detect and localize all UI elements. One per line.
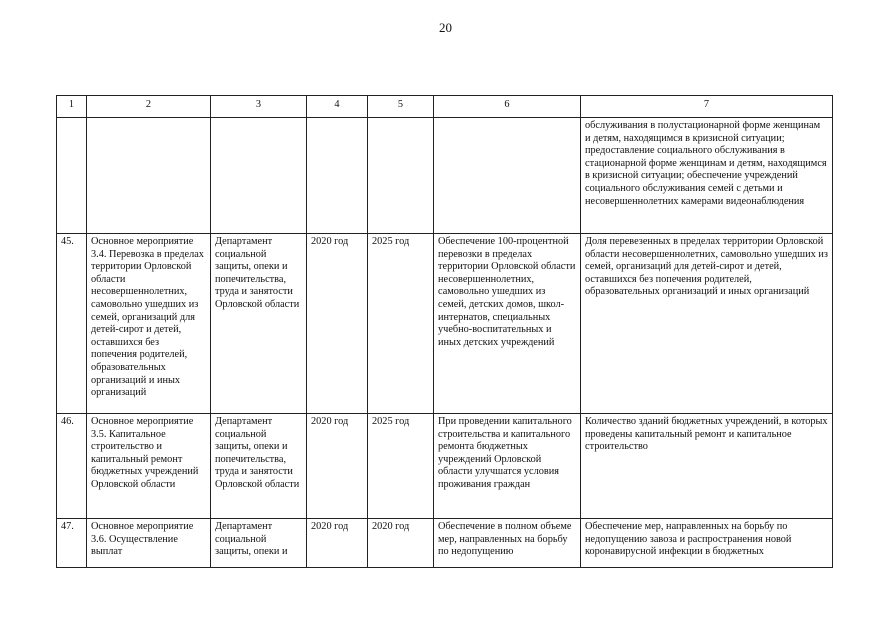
result-cell: Обеспечение 100-процентной перевозки в пределах территории Орловской области несовершеннолетних, самовольно ушедших из семей, детских домов, школ-интернатов, специальных учебно-воспитательных и иных детских учреждений	[434, 234, 581, 414]
executor-cell: Департамент социальной защиты, опеки и попечительства, труда и занятости Орловской области	[211, 414, 307, 519]
table-cell-empty	[87, 118, 211, 234]
column-header: 6	[434, 96, 581, 118]
indicator-cell: Количество зданий бюджетных учреждений, в которых проведены капитальный ремонт и капитальное строительство	[581, 414, 833, 519]
page-number: 20	[439, 20, 452, 35]
end-year-cell: 2020 год	[368, 519, 434, 568]
end-year-cell: 2025 год	[368, 234, 434, 414]
column-header: 7	[581, 96, 833, 118]
row-number-cell: 47.	[57, 519, 87, 568]
program-table	[56, 95, 833, 568]
column-header: 4	[307, 96, 368, 118]
table-cell-empty	[368, 118, 434, 234]
table-cell-empty	[434, 118, 581, 234]
table-row	[57, 414, 833, 519]
table-header-row	[57, 96, 833, 118]
table-row-continuation	[57, 118, 833, 234]
table-cell-empty	[57, 118, 87, 234]
measure-cell: Основное мероприятие 3.4. Перевозка в пределах территории Орловской области несовершеннолетних, самовольно ушедших из семей, организаций для детей-сирот и детей, оставшихся без попечения родителей, образовательных организаций и иных организаций	[87, 234, 211, 414]
measure-cell: Основное мероприятие 3.6. Осуществление выплат	[87, 519, 211, 568]
executor-cell: Департамент социальной защиты, опеки и	[211, 519, 307, 568]
table-cell-empty	[211, 118, 307, 234]
result-cell: Обеспечение в полном объеме мер, направленных на борьбу по недопущению	[434, 519, 581, 568]
column-header: 5	[368, 96, 434, 118]
column-header: 3	[211, 96, 307, 118]
end-year-cell: 2025 год	[368, 414, 434, 519]
start-year-cell: 2020 год	[307, 414, 368, 519]
row-number-cell: 46.	[57, 414, 87, 519]
column-header: 1	[57, 96, 87, 118]
executor-cell: Департамент социальной защиты, опеки и попечительства, труда и занятости Орловской области	[211, 234, 307, 414]
measure-cell: Основное мероприятие 3.5. Капитальное строительство и капитальный ремонт бюджетных учреждений Орловской области	[87, 414, 211, 519]
start-year-cell: 2020 год	[307, 234, 368, 414]
result-cell: При проведении капитального строительства и капитального ремонта бюджетных учреждений Орловской области улучшатся условия проживания граждан	[434, 414, 581, 519]
start-year-cell: 2020 год	[307, 519, 368, 568]
indicator-cell: Обеспечение мер, направленных на борьбу по недопущению завоза и распространения новой коронавирусной инфекции в бюджетных	[581, 519, 833, 568]
table-row	[57, 519, 833, 568]
indicator-cell: обслуживания в полустационарной форме женщинам и детям, находящимся в кризисной ситуации; предоставление социального обслуживания в стационарной форме женщинам и детям, находящимся в кризисной ситуации; обеспечение учреждений социального обслуживания семей с детьми и несовершеннолетних камерами видеонаблюдения	[581, 118, 833, 234]
row-number-cell: 45.	[57, 234, 87, 414]
column-header: 2	[87, 96, 211, 118]
indicator-cell: Доля перевезенных в пределах территории Орловской области несовершеннолетних, самовольно ушедших из семей, организаций для детей-сирот и детей, оставшихся без попечения родителей, образовательных организаций и иных организаций	[581, 234, 833, 414]
table-cell-empty	[307, 118, 368, 234]
table-row	[57, 234, 833, 414]
